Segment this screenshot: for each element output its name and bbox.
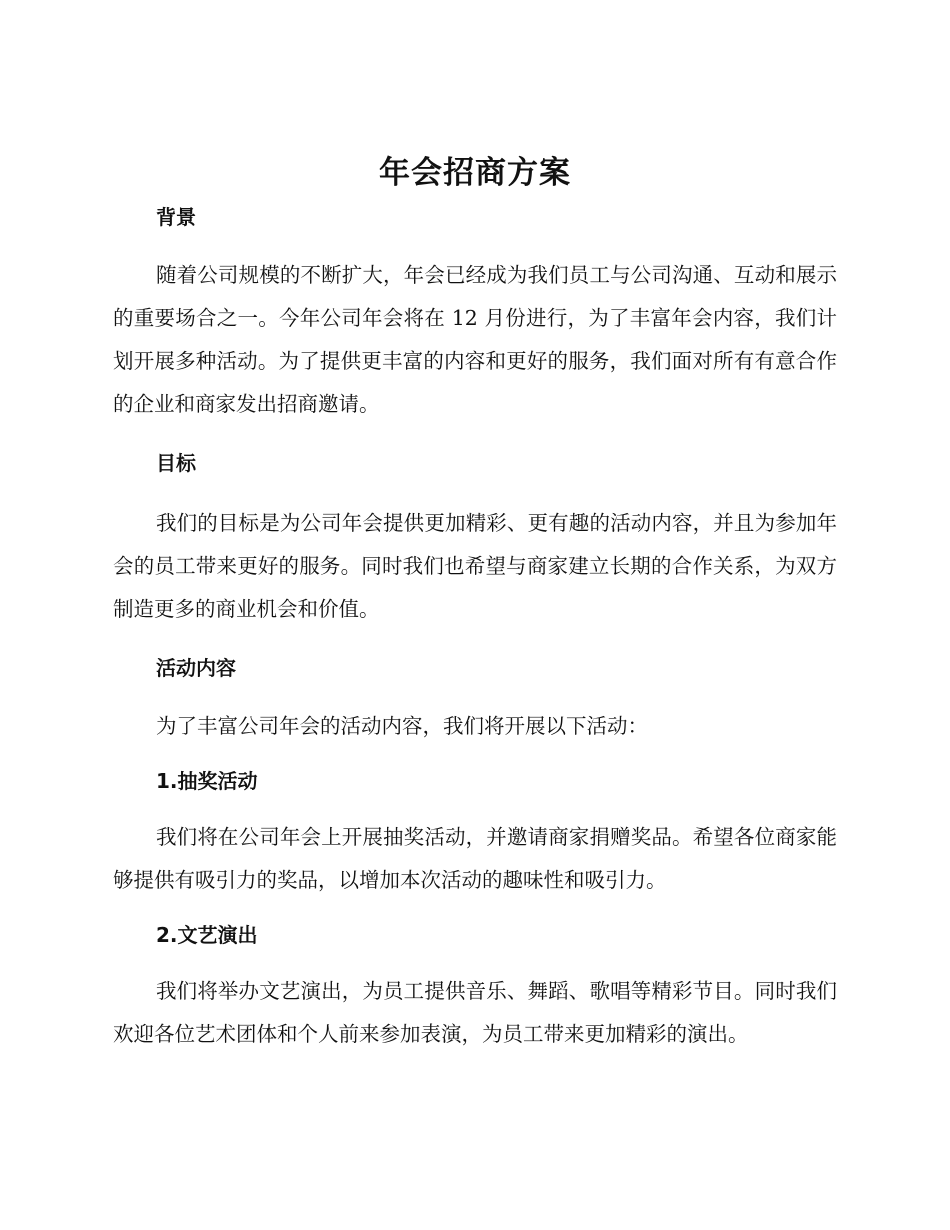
- section-heading-background: 背景: [156, 205, 196, 229]
- section-heading-activities: 活动内容: [156, 656, 236, 680]
- section-heading-goal: 目标: [156, 451, 196, 475]
- section-heading-performance: 2.文艺演出: [156, 923, 258, 947]
- section-paragraph-background: 随着公司规模的不断扩大，年会已经成为我们员工与公司沟通、互动和展示的重要场合之一。今年公司年会将在 12 月份进行，为了丰富年会内容，我们计划开展多种活动。为了提供更丰富的内容和更好的服务，我们面对所有有意合作的企业和商家发出招商邀请。: [113, 263, 837, 416]
- section-paragraph-activities: 为了丰富公司年会的活动内容，我们将开展以下活动：: [156, 714, 648, 738]
- section-paragraph-performance: 我们将举办文艺演出，为员工提供音乐、舞蹈、歌唱等精彩节目。同时我们欢迎各位艺术团体和个人前来参加表演，为员工带来更加精彩的演出。: [113, 979, 837, 1046]
- section-heading-lottery: 1.抽奖活动: [156, 769, 258, 793]
- section-paragraph-lottery: 我们将在公司年会上开展抽奖活动，并邀请商家捐赠奖品。希望各位商家能够提供有吸引力的奖品，以增加本次活动的趣味性和吸引力。: [113, 825, 837, 892]
- document-title: 年会招商方案: [379, 155, 571, 191]
- section-paragraph-goal: 我们的目标是为公司年会提供更加精彩、更有趣的活动内容，并且为参加年会的员工带来更好的服务。同时我们也希望与商家建立长期的合作关系，为双方制造更多的商业机会和价值。: [113, 511, 837, 621]
